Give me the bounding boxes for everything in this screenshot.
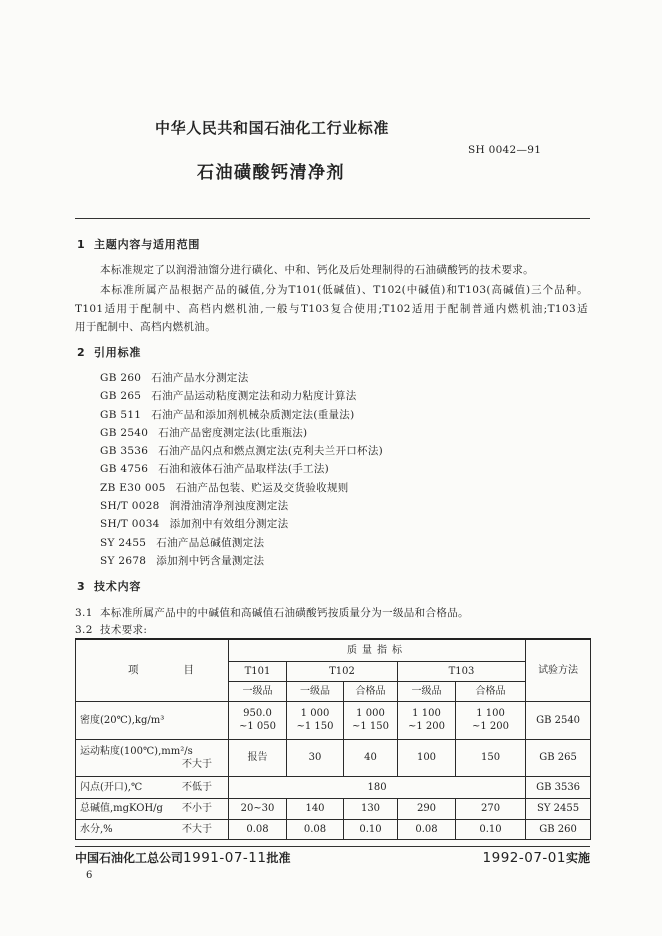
section-number: 3 [77, 580, 86, 593]
reference-title: 石油产品总碱值测定法 [156, 536, 265, 549]
issuing-body-title: 中华人民共和国石油化工行业标准 [155, 119, 390, 137]
item-header-cell [76, 639, 229, 701]
value-line: ~1 200 [407, 721, 445, 732]
reference-title: 石油产品闪点和燃点测定法(克利夫兰开口杯法) [158, 445, 384, 458]
quality-index-header: 质量指标 [347, 644, 408, 656]
paragraph-line: 用于配制中、高档内燃机油。 [75, 321, 217, 333]
row-label-cell [76, 701, 229, 739]
approving-body: 中国石油化工总公司 [75, 851, 184, 865]
value-line: 1 000 [356, 708, 385, 719]
row-label: 密度(20℃),kg/m³ [80, 714, 165, 726]
reference-item [100, 534, 383, 552]
reference-title: 石油和液体石油产品取样法(手工法) [158, 463, 330, 476]
test-method-header: 试验方法 [526, 639, 591, 701]
value-cell [229, 701, 287, 739]
table-header-row [76, 639, 591, 661]
grade-header: 一级品 [287, 681, 344, 701]
reference-title: 石油产品包装、贮运及交货验收规则 [175, 481, 349, 494]
grade-header: 一级品 [229, 681, 287, 701]
reference-list [100, 369, 383, 570]
table-row [76, 701, 591, 739]
value-cell: 150 [456, 739, 526, 776]
value-cell: 270 [456, 798, 526, 819]
value-cell [344, 701, 398, 739]
reference-item [100, 406, 383, 424]
test-method-cell: GB 260 [526, 819, 591, 839]
row-label: 运动粘度(100℃),mm²/s [80, 745, 193, 757]
footer-rule [75, 846, 590, 847]
row-label-cell [76, 819, 229, 839]
clause-text: 技术要求: [100, 624, 148, 636]
clause-text: 本标准所属产品中的中碱值和高碱值石油磺酸钙按质量分为一级品和合格品。 [100, 607, 469, 619]
value-cell: 0.08 [287, 819, 344, 839]
reference-title: 润滑油清净剂浊度测定法 [169, 500, 289, 513]
value-cell: 20~30 [229, 798, 287, 819]
reference-code: GB 2540 [100, 426, 149, 439]
reference-item [100, 515, 383, 533]
value-cell: 40 [344, 739, 398, 776]
reference-title: 石油产品和添加剂机械杂质测定法(重量法) [151, 408, 355, 421]
row-qualifier: 不低于 [182, 781, 212, 793]
reference-title: 石油产品运动粘度测定法和动力粘度计算法 [151, 390, 357, 403]
reference-code: GB 3536 [100, 445, 149, 458]
grade-header: 合格品 [344, 681, 398, 701]
value-line: ~1 200 [472, 721, 510, 732]
value-line: ~1 150 [296, 721, 334, 732]
value-cell: 130 [344, 798, 398, 819]
row-label-cell [76, 776, 229, 798]
reference-item [100, 497, 383, 515]
reference-item [100, 369, 383, 387]
value-cell: 140 [287, 798, 344, 819]
table-row [76, 776, 591, 798]
row-qualifier: 不大于 [182, 758, 212, 770]
reference-item [100, 387, 383, 405]
section-title: 技术内容 [94, 580, 142, 593]
reference-code: GB 265 [100, 390, 142, 403]
test-method-cell: GB 265 [526, 739, 591, 776]
quality-index-header-cell [229, 639, 526, 661]
reference-title: 石油产品水分测定法 [151, 372, 249, 384]
document-title: 石油磺酸钙清净剂 [197, 163, 345, 183]
section-number: 2 [77, 346, 86, 359]
reference-code: SH/T 0034 [100, 518, 160, 531]
reference-title: 石油产品密度测定法(比重瓶法) [158, 426, 308, 439]
reference-code: SY 2678 [100, 554, 147, 567]
test-method-cell: GB 3536 [526, 776, 591, 798]
effective-date: 1992-07-01 [482, 850, 566, 866]
item-header-char: 项 [128, 663, 139, 676]
effective-line [483, 850, 590, 866]
test-method-cell: GB 2540 [526, 701, 591, 739]
value-cell [456, 701, 526, 739]
reference-title: 添加剂中钙含量测定法 [156, 554, 265, 567]
value-line: ~1 150 [351, 721, 389, 732]
test-method-cell: SY 2455 [526, 798, 591, 819]
row-label: 水分,% [80, 823, 113, 835]
row-qualifier: 不小于 [182, 803, 212, 814]
reference-item [100, 479, 383, 497]
reference-item [100, 552, 383, 570]
technical-requirements-table [75, 638, 591, 840]
row-qualifier: 不大于 [182, 823, 212, 835]
item-header-char: 目 [183, 663, 194, 676]
value-cell: 0.10 [344, 819, 398, 839]
value-line: 950.0 [243, 708, 272, 719]
approval-label: 批准 [266, 851, 291, 865]
value-cell [287, 701, 344, 739]
reference-code: ZB E30 005 [100, 481, 166, 494]
value-cell: 100 [398, 739, 456, 776]
table-row [76, 819, 591, 839]
reference-title: 添加剂中有效组分测定法 [169, 518, 289, 531]
table-row [76, 798, 591, 819]
product-header: T101 [229, 661, 287, 681]
grade-header: 合格品 [456, 681, 526, 701]
section-1-heading [77, 238, 200, 252]
value-cell: 报告 [229, 739, 287, 776]
page-number: 6 [86, 870, 93, 881]
approval-line [75, 850, 291, 866]
standard-code: SH 0042—91 [468, 144, 542, 156]
table-row [76, 739, 591, 776]
effective-label: 实施 [565, 851, 590, 865]
reference-code: GB 260 [100, 372, 142, 384]
row-label: 闪点(开口),℃ [80, 781, 143, 793]
value-line: ~1 050 [238, 721, 276, 732]
value-cell: 290 [398, 798, 456, 819]
reference-item [100, 442, 383, 460]
section-3-heading [77, 580, 141, 594]
product-header: T103 [398, 661, 526, 681]
clause-number: 3.1 [75, 607, 93, 619]
product-header: T102 [287, 661, 398, 681]
reference-item [100, 424, 383, 442]
section-2-heading [77, 346, 141, 360]
reference-code: SY 2455 [100, 536, 147, 549]
reference-code: GB 511 [100, 408, 142, 421]
value-cell: 0.08 [398, 819, 456, 839]
approval-date: 1991-07-11 [183, 850, 267, 866]
row-label-cell [76, 739, 229, 776]
paragraph-line: 本标准所属产品根据产品的碱值,分为T101(低碱值)、T102(中碱值)和T103(高碱值)三个品种。 [100, 284, 588, 296]
clause-3-2 [75, 623, 147, 637]
grade-header: 一级品 [398, 681, 456, 701]
reference-item [100, 460, 383, 478]
value-line: 1 100 [412, 708, 441, 719]
value-cell: 180 [229, 776, 526, 798]
row-label-cell [76, 798, 229, 819]
value-line: 1 100 [476, 708, 505, 719]
row-label: 总碱值,mgKOH/g [80, 803, 163, 814]
section-title: 主题内容与适用范围 [94, 238, 201, 251]
value-cell: 0.08 [229, 819, 287, 839]
paragraph-line: 本标准规定了以润滑油馏分进行磺化、中和、钙化及后处理制得的石油磺酸钙的技术要求。 [100, 264, 534, 276]
value-cell [398, 701, 456, 739]
value-cell: 0.10 [456, 819, 526, 839]
value-line: 1 000 [300, 708, 330, 719]
paragraph-line: T101适用于配制中、高档内燃机油,一般与T103复合使用;T102适用于配制普通内燃机油;T103适 [75, 303, 588, 315]
section-number: 1 [77, 238, 86, 251]
clause-3-1 [75, 606, 469, 620]
reference-code: SH/T 0028 [100, 500, 160, 513]
header-rule [75, 218, 590, 219]
reference-code: GB 4756 [100, 463, 149, 476]
value-cell: 30 [287, 739, 344, 776]
clause-number: 3.2 [75, 624, 93, 636]
section-title: 引用标准 [94, 346, 142, 359]
